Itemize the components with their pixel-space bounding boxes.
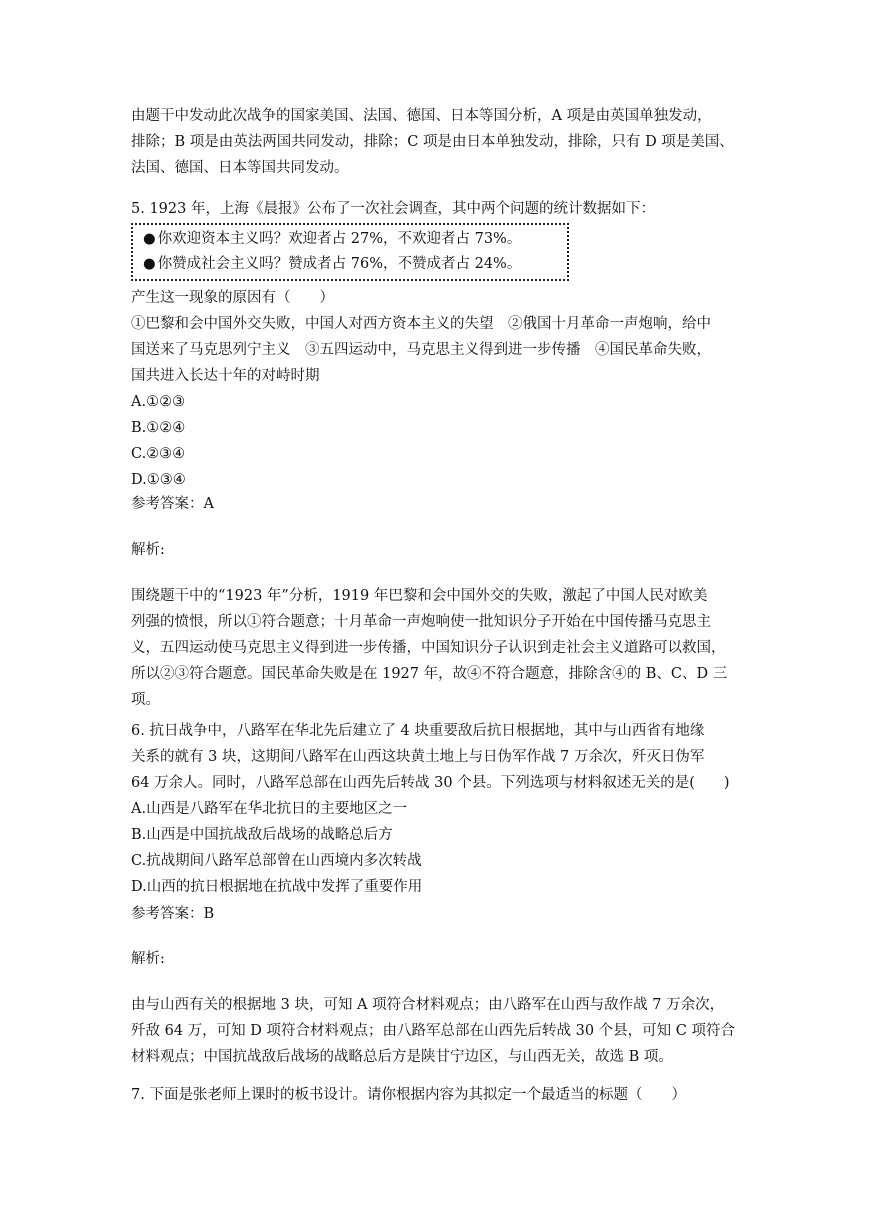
option-d: D.①③④: [131, 472, 186, 488]
question-stem: 64 万余人。同时，八路军总部在山西先后转战 30 个县。下列选项与材料叙述无关的是( ): [131, 775, 730, 791]
answer-text: 参考答案：B: [131, 906, 215, 922]
text-line: 排除；B 项是由英法两国共同发动，排除；C 项是由日本单独发动，排除，只有 D 项是美国、: [131, 134, 734, 150]
analysis-line: 列强的愤恨，所以①符合题意；十月革命一声炮响使一批知识分子开始在中国传播马克思主: [131, 614, 711, 630]
survey-text: 你欢迎资本主义吗？欢迎者占 27%，不欢迎者占 73%。: [157, 231, 522, 247]
analysis-line: 围绕题干中的“1923 年”分析，1919 年巴黎和会中国外交的失败，激起了中国人民对欧美: [131, 588, 708, 604]
option-a: A.山西是八路军在华北抗日的主要地区之一: [131, 801, 408, 817]
option-c: C.②③④: [131, 446, 186, 462]
question-text: 产生这一现象的原因有（ ）: [131, 290, 334, 306]
bullet-icon: ●: [143, 256, 156, 272]
survey-item: [143, 227, 557, 252]
q5-analysis: [131, 583, 741, 713]
analysis-line: 由与山西有关的根据地 3 块，可知 A 项符合材料观点；由八路军在山西与敌作战 7 万余次，: [131, 997, 725, 1013]
statement-line: 国共进入长达十年的对峙时期: [131, 368, 320, 384]
analysis-label: 解析:: [131, 951, 165, 967]
question-stem: 关系的就有 3 块，这期间八路军在山西这块黄土地上与日伪军作战 7 万余次，歼灭日伪军: [131, 749, 705, 765]
analysis-line: 义，五四运动使马克思主义得到进一步传播，中国知识分子认识到走社会主义道路可以救国，: [131, 640, 726, 656]
q6-analysis-label: [131, 946, 741, 972]
survey-item: [143, 252, 557, 277]
q6-analysis: [131, 992, 741, 1070]
q5-stem: [131, 196, 741, 222]
q5-body: [131, 285, 741, 493]
option-b: B.①②④: [131, 420, 186, 436]
q7-stem: [131, 1082, 741, 1108]
option-c: C.抗战期间八路军总部曾在山西境内多次转战: [131, 853, 422, 869]
q6-body: [131, 718, 741, 900]
text-line: 由题干中发动此次战争的国家美国、法国、德国、日本等国分析，A 项是由英国单独发动，: [131, 108, 712, 124]
analysis-label: 解析:: [131, 542, 165, 558]
statement-line: 国送来了马克思列宁主义 ③五四运动中，马克思主义得到进一步传播 ④国民革命失败，: [131, 342, 711, 358]
question-stem: 6. 抗日战争中，八路军在华北先后建立了 4 块重要敌后抗日根据地，其中与山西省有地缘: [131, 723, 705, 739]
q6-answer: [131, 901, 741, 927]
q5-answer: [131, 491, 741, 517]
analysis-line: 项。: [131, 692, 160, 708]
analysis-line: 材料观点；中国抗战敌后战场的战略总后方是陕甘宁边区，与山西无关，故选 B 项。: [131, 1049, 673, 1065]
survey-text: 你赞成社会主义吗？赞成者占 76%，不赞成者占 24%。: [157, 256, 522, 272]
option-d: D.山西的抗日根据地在抗战中发挥了重要作用: [131, 879, 423, 895]
analysis-line: 所以②③符合题意。国民革命失败是在 1927 年，故④不符合题意，排除含④的 B、C、D 三: [131, 666, 728, 682]
answer-text: 参考答案：A: [131, 496, 214, 512]
option-b: B.山西是中国抗战敌后战场的战略总后方: [131, 827, 393, 843]
question-stem: 7. 下面是张老师上课时的板书设计。请你根据内容为其拟定一个最适当的标题（ ）: [131, 1087, 686, 1103]
text-line: 法国、德国、日本等国共同发动。: [131, 160, 349, 176]
question-stem: 5. 1923 年，上海《晨报》公布了一次社会调查，其中两个问题的统计数据如下：: [131, 201, 655, 217]
statement-line: ①巴黎和会中国外交失败，中国人对西方资本主义的失望 ②俄国十月革命一声炮响，给中: [131, 316, 711, 332]
q4-analysis-tail: [131, 103, 741, 181]
bullet-icon: ●: [143, 231, 156, 247]
q5-analysis-label: [131, 537, 741, 563]
analysis-line: 歼敌 64 万，可知 D 项符合材料观点；由八路军总部在山西先后转战 30 个县，可知 C 项符合: [131, 1023, 735, 1039]
survey-box: [131, 223, 569, 281]
option-a: A.①②③: [131, 394, 186, 410]
